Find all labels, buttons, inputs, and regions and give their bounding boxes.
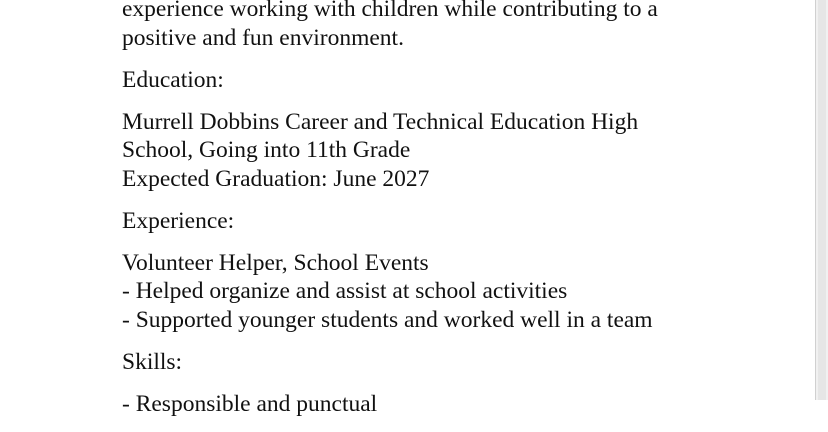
scrollbar-thumb[interactable] bbox=[818, 0, 826, 400]
education-heading bbox=[122, 66, 802, 95]
skills-line: - Responsible and punctual bbox=[122, 390, 378, 417]
skills-paragraph bbox=[122, 390, 802, 419]
objective-line: experience working with children while contributing to a bbox=[122, 0, 658, 22]
resume-body bbox=[122, 0, 802, 432]
experience-line: - Helped organize and assist at school activities bbox=[122, 278, 568, 304]
skills-heading-text: Skills: bbox=[122, 348, 183, 375]
education-paragraph bbox=[122, 108, 802, 194]
experience-paragraph bbox=[122, 249, 802, 335]
objective-paragraph bbox=[122, 0, 802, 52]
experience-heading bbox=[122, 207, 802, 236]
experience-line: Volunteer Helper, School Events bbox=[122, 249, 429, 276]
education-heading-text: Education: bbox=[122, 66, 224, 93]
vertical-scrollbar[interactable] bbox=[815, 0, 828, 400]
experience-line: - Supported younger students and worked well in a team bbox=[122, 306, 653, 333]
education-line: Expected Graduation: June 2027 bbox=[122, 165, 430, 192]
education-line: Murrell Dobbins Career and Technical Education High bbox=[122, 108, 639, 135]
education-line: School, Going into 11th Grade bbox=[122, 137, 411, 163]
experience-heading-text: Experience: bbox=[122, 207, 235, 234]
objective-line: positive and fun environment. bbox=[122, 24, 404, 51]
skills-heading bbox=[122, 348, 802, 377]
